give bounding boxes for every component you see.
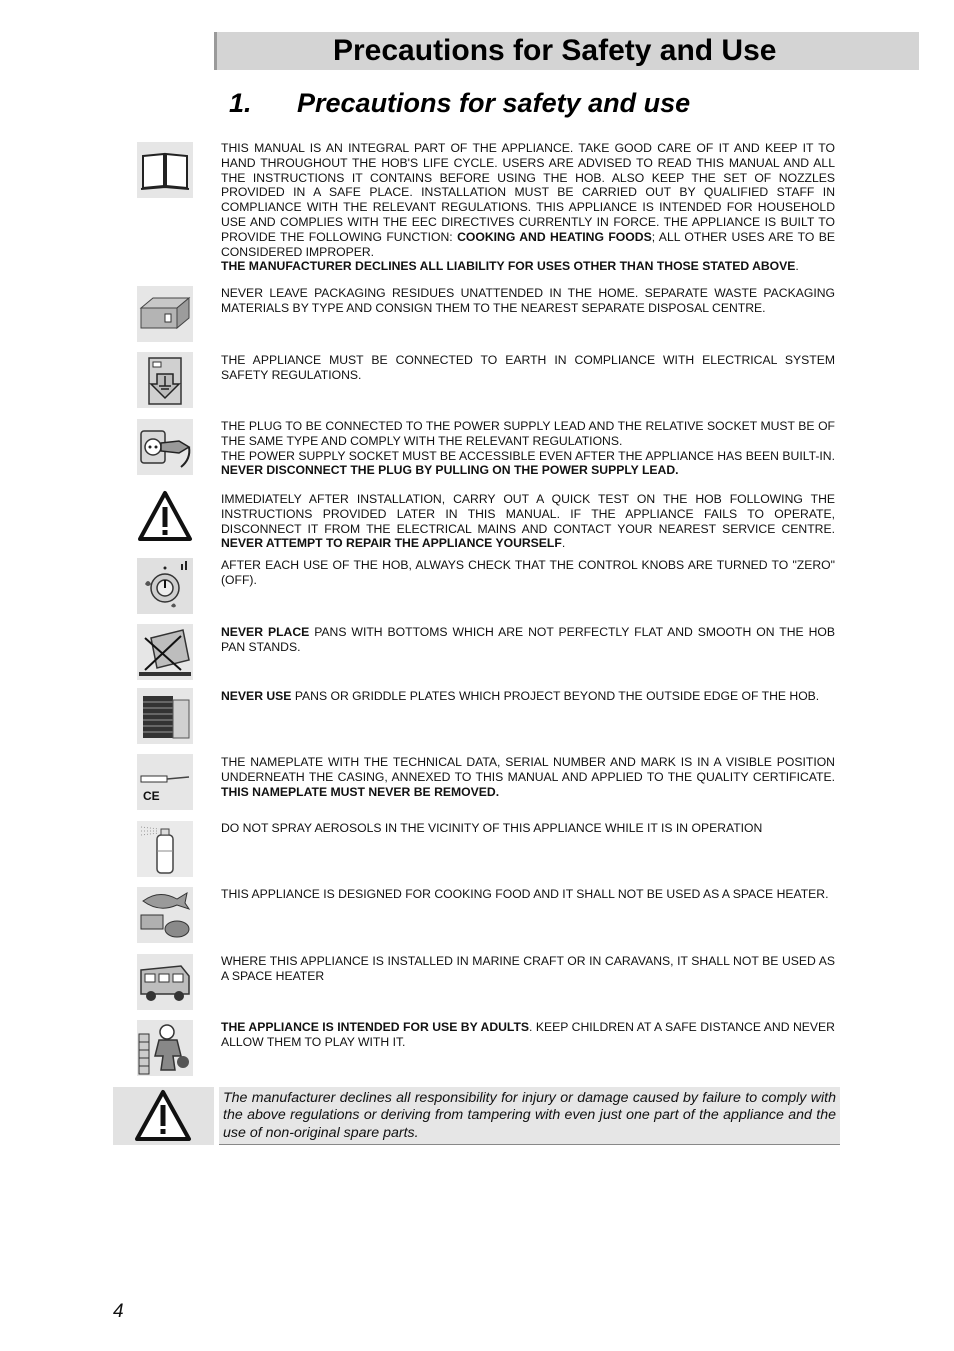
precaution-text: NEVER USE PANS OR GRIDDLE PLATES WHICH PROJECT BEYOND THE OUTSIDE EDGE OF THE HOB. xyxy=(221,689,820,703)
caravan-icon xyxy=(137,954,193,1010)
page-header xyxy=(214,32,919,70)
open-book-icon xyxy=(137,142,193,198)
precaution-text: THIS APPLIANCE IS DESIGNED FOR COOKING FOOD AND IT SHALL NOT BE USED AS A SPACE HEATER. xyxy=(221,887,829,901)
liability-warning-box xyxy=(113,1087,840,1145)
precaution-text: NEVER PLACE PANS WITH BOTTOMS WHICH ARE NOT PERFECTLY FLAT AND SMOOTH ON THE HOB PAN STANDS. xyxy=(221,625,835,654)
section-title-text: Precautions for safety and use xyxy=(297,88,691,118)
food-icon xyxy=(137,887,193,943)
page-number: 4 xyxy=(113,1301,124,1322)
precaution-text: THIS MANUAL IS AN INTEGRAL PART OF THE APPLIANCE. TAKE GOOD CARE OF IT AND KEEP IT TO HAND THROUGHOUT THE HOB'S LIFE CYCLE. USERS ARE ADVISED TO READ THIS MANUAL AND ALL THE INSTRUCTIONS IT CONTAINS BEFORE USING THE HOB. ALSO KEEP THE SET OF NOZZLES PROVIDED IN A SAFE PLACE. INSTALLATION MUST BE CARRIED OUT BY QUALIFIED STAFF IN COMPLIANCE WITH THE RELEVANT REGULATIONS. THIS APPLIANCE IS INTENDED FOR HOUSEHOLD USE AND COMPLIES WITH THE EEC DIRECTIVES CURRENTLY IN FORCE. THE APPLIANCE IS BUILT TO PROVIDE THE FOLLOWING FUNCTION: COOKING AND HEATING FOODS; ALL OTHER USES ARE TO BE CONSIDERED IMPROPER. THE MANUFACTURER DECLINES ALL LIABILITY FOR USES OTHER THAN THOSE STATED ABOVE. xyxy=(221,141,835,274)
precaution-text: THE PLUG TO BE CONNECTED TO THE POWER SUPPLY LEAD AND THE RELATIVE SOCKET MUST BE OF THE SAME TYPE AND COMPLY WITH THE RELEVANT REGULATIONS. THE POWER SUPPLY SOCKET MUST BE ACCESSIBLE EVEN AFTER THE APPLIANCE HAS BEEN BUILT-IN. NEVER DISCONNECT THE PLUG BY PULLING ON THE POWER SUPPLY LEAD. xyxy=(221,419,835,478)
warning-triangle-icon xyxy=(113,1087,214,1145)
precaution-text: AFTER EACH USE OF THE HOB, ALWAYS CHECK THAT THE CONTROL KNOBS ARE TURNED TO "ZERO" (OFF). xyxy=(221,558,835,587)
precaution-text: THE APPLIANCE IS INTENDED FOR USE BY ADULTS. KEEP CHILDREN AT A SAFE DISTANCE AND NEVER ALLOW THEM TO PLAY WITH IT. xyxy=(221,1020,835,1049)
plug-socket-icon xyxy=(137,419,193,475)
children-icon xyxy=(137,1020,193,1076)
precaution-text: NEVER LEAVE PACKAGING RESIDUES UNATTENDED IN THE HOME. SEPARATE WASTE PACKAGING MATERIALS BY TYPE AND CONSIGN THEM TO THE NEAREST SEPARATE DISPOSAL CENTRE. xyxy=(221,286,835,315)
section-title xyxy=(229,88,690,119)
precaution-text: IMMEDIATELY AFTER INSTALLATION, CARRY OUT A QUICK TEST ON THE HOB FOLLOWING THE INSTRUCTIONS PROVIDED LATER IN THIS MANUAL. IF THE APPLIANCE FAILS TO OPERATE, DISCONNECT IT FROM THE ELECTRICAL MAINS AND CONTACT YOUR NEAREST SERVICE CENTRE. NEVER ATTEMPT TO REPAIR THE APPLIANCE YOURSELF. xyxy=(221,492,835,551)
precaution-text: DO NOT SPRAY AEROSOLS IN THE VICINITY OF THIS APPLIANCE WHILE IT IS IN OPERATION xyxy=(221,821,763,835)
nameplate-ce-icon xyxy=(137,754,193,810)
griddle-plate-icon xyxy=(137,688,193,744)
svg-text:CE: CE xyxy=(143,789,160,803)
page-header-title: Precautions for Safety and Use xyxy=(333,34,777,67)
precaution-text: WHERE THIS APPLIANCE IS INSTALLED IN MARINE CRAFT OR IN CARAVANS, IT SHALL NOT BE USED AS A SPACE HEATER xyxy=(221,954,835,983)
precaution-text: THE NAMEPLATE WITH THE TECHNICAL DATA, SERIAL NUMBER AND MARK IS IN A VISIBLE POSITION UNDERNEATH THE CASING, ANNEXED TO THIS MANUAL AND APPLIED TO THE QUALITY CERTIFICATE. THIS NAMEPLATE MUST NEVER BE REMOVED. xyxy=(221,755,835,799)
earth-ground-icon xyxy=(137,352,193,408)
packaging-box-icon xyxy=(137,286,193,342)
warning-triangle-icon xyxy=(137,489,193,545)
control-knob-icon xyxy=(137,558,193,614)
section-number: 1. xyxy=(229,88,252,118)
uneven-pan-icon xyxy=(137,624,193,680)
liability-warning-text: The manufacturer declines all responsibility for injury or damage caused by failure to comply with the above regulations or deriving from tampering with even just one part of the appliance and the use of non-original spare parts. xyxy=(219,1087,840,1145)
aerosol-can-icon xyxy=(137,821,193,877)
precaution-text: THE APPLIANCE MUST BE CONNECTED TO EARTH IN COMPLIANCE WITH ELECTRICAL SYSTEM SAFETY REGULATIONS. xyxy=(221,353,835,382)
